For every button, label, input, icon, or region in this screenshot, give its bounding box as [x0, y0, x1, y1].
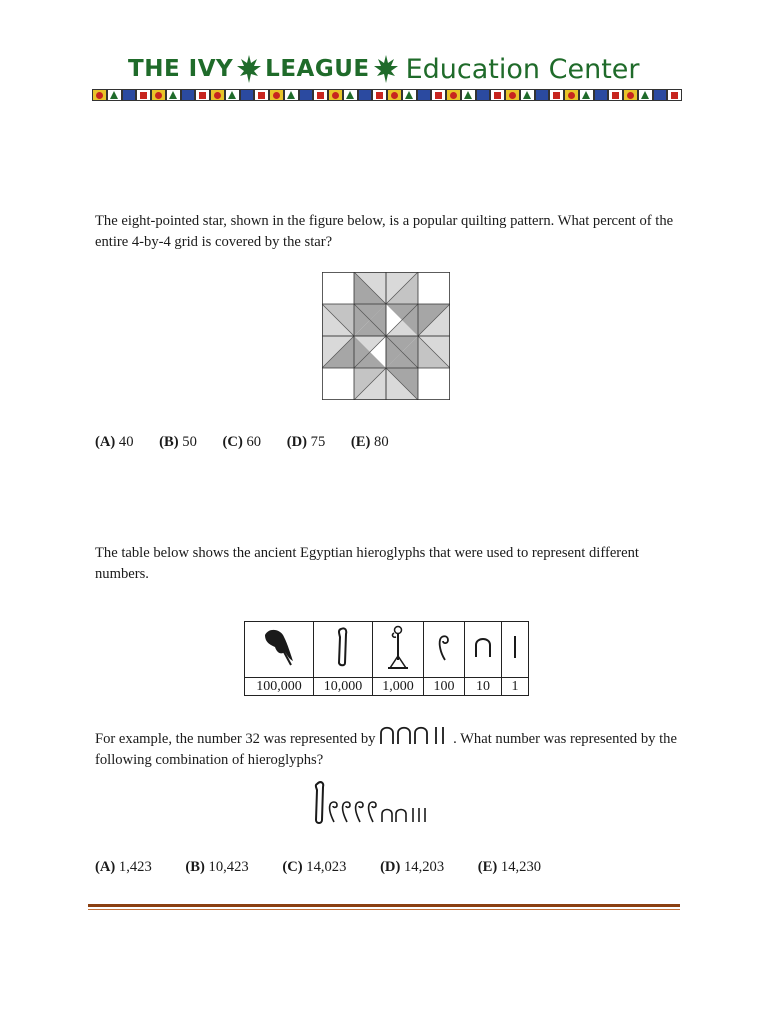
finger-glyph-icon [314, 622, 373, 678]
hieroglyph-combination-icon [312, 778, 462, 828]
heel-glyph-icon [465, 622, 502, 678]
band-tile [535, 89, 550, 101]
thirty-two-glyphs-icon [379, 724, 453, 746]
band-tile [254, 89, 269, 101]
hieroglyph-table [244, 621, 529, 696]
option-d[interactable]: (D) 14,203 [380, 859, 445, 875]
lotus-glyph-icon [373, 622, 424, 678]
band-tile [476, 89, 491, 101]
value-10: 10 [465, 678, 502, 696]
band-tile [328, 89, 343, 101]
footer-rule [88, 904, 680, 907]
band-tile [417, 89, 432, 101]
band-tile [505, 89, 520, 101]
option-e[interactable]: (E) 14,230 [477, 859, 542, 875]
band-tile [623, 89, 638, 101]
band-tile [520, 89, 535, 101]
problem-2-options [95, 859, 571, 876]
option-b[interactable]: (B) 50 [159, 434, 197, 450]
option-c[interactable]: (C) 14,023 [282, 859, 347, 875]
band-tile [166, 89, 181, 101]
footer-rule-thin [88, 909, 680, 910]
band-tile [107, 89, 122, 101]
band-tile [358, 89, 373, 101]
value-1000: 1,000 [373, 678, 424, 696]
band-tile [387, 89, 402, 101]
problem-2-example: For example, the number 32 was represented by . What number was represented by the following combination of hieroglyphs? [95, 724, 680, 771]
band-tile [564, 89, 579, 101]
band-tile [343, 89, 358, 101]
band-tile [608, 89, 623, 101]
band-tile [431, 89, 446, 101]
decorative-band [92, 89, 682, 101]
option-a[interactable]: (A) 40 [95, 434, 134, 450]
band-tile [284, 89, 299, 101]
band-tile [210, 89, 225, 101]
logo [128, 50, 668, 88]
stroke-glyph-icon [502, 622, 529, 678]
band-tile [594, 89, 609, 101]
band-tile [667, 89, 682, 101]
value-10000: 10,000 [314, 678, 373, 696]
logo-text-education-center: Education Center [405, 53, 640, 85]
band-tile [313, 89, 328, 101]
band-tile [136, 89, 151, 101]
band-tile [240, 89, 255, 101]
problem-1-text: The eight-pointed star, shown in the figure below, is a popular quilting pattern. What percent of the entire 4-by-4 grid is covered by the star? [95, 213, 674, 250]
band-tile [402, 89, 417, 101]
band-tile [653, 89, 668, 101]
band-tile [225, 89, 240, 101]
option-a[interactable]: (A) 1,423 [95, 859, 152, 875]
option-b[interactable]: (B) 10,423 [185, 859, 249, 875]
value-100: 100 [424, 678, 465, 696]
logo-text-league: LEAGUE [265, 56, 370, 82]
option-e[interactable]: (E) 80 [350, 434, 389, 450]
band-tile [122, 89, 137, 101]
problem-1-options [95, 434, 411, 451]
band-tile [151, 89, 166, 101]
leaf-icon [373, 54, 399, 84]
band-tile [269, 89, 284, 101]
star-quilt-figure [322, 272, 450, 400]
band-tile [372, 89, 387, 101]
leaf-icon [236, 54, 262, 84]
band-tile [579, 89, 594, 101]
band-tile [446, 89, 461, 101]
band-tile [461, 89, 476, 101]
tadpole-glyph-icon [245, 622, 314, 678]
value-1: 1 [502, 678, 529, 696]
band-tile [549, 89, 564, 101]
band-tile [490, 89, 505, 101]
value-100000: 100,000 [245, 678, 314, 696]
coil-glyph-icon [424, 622, 465, 678]
band-tile [181, 89, 196, 101]
option-c[interactable]: (C) 60 [222, 434, 262, 450]
band-tile [195, 89, 210, 101]
logo-text-ivy: THE IVY [128, 56, 234, 82]
problem-2-intro: The table below shows the ancient Egyptian hieroglyphs that were used to represent different numbers. [95, 545, 639, 582]
band-tile [92, 89, 107, 101]
band-tile [299, 89, 314, 101]
band-tile [638, 89, 653, 101]
option-d[interactable]: (D) 75 [286, 434, 326, 450]
